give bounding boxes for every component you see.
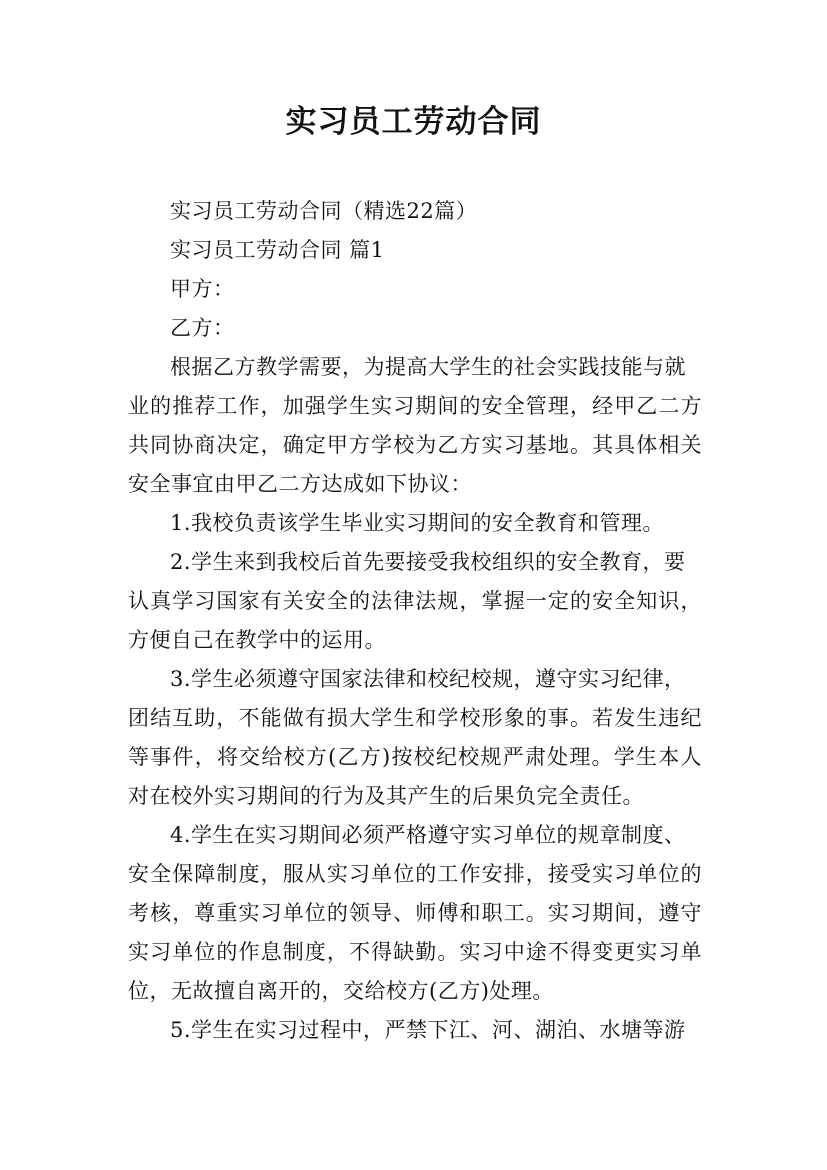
- clause-5-line: 5.学生在实习过程中，严禁下江、河、湖泊、水塘等游: [170, 1018, 686, 1042]
- party-b-label: 乙方：: [170, 316, 235, 340]
- section-heading: 实习员工劳动合同 篇1: [170, 238, 385, 262]
- clause-4-line: 安全保障制度，服从实习单位的工作安排，接受实习单位的: [128, 862, 702, 886]
- clause-4-line: 实习单位的作息制度，不得缺勤。实习中途不得变更实习单: [128, 940, 702, 964]
- paragraph-line: 共同协商决定，确定甲方学校为乙方实习基地。其具体相关: [128, 433, 702, 457]
- clause-4-line: 考核，尊重实习单位的领导、师傅和职工。实习期间，遵守: [128, 901, 702, 925]
- party-a-label: 甲方：: [170, 277, 235, 301]
- clause-1-line: 1.我校负责该学生毕业实习期间的安全教育和管理。: [170, 511, 665, 535]
- clause-3-line: 对在校外实习期间的行为及其产生的后果负完全责任。: [128, 784, 644, 808]
- paragraph-line: 安全事宜由甲乙二方达成如下协议：: [128, 472, 472, 496]
- clause-4-line: 位，无故擅自离开的，交给校方(乙方)处理。: [128, 979, 554, 1003]
- paragraph-line: 根据乙方教学需要，为提高大学生的社会实践技能与就: [170, 355, 686, 379]
- clause-2-line: 认真学习国家有关安全的法律法规，掌握一定的安全知识，: [128, 589, 702, 613]
- document-title: 实习员工劳动合同: [285, 104, 542, 140]
- clause-2-line: 方便自己在教学中的运用。: [128, 628, 386, 652]
- clause-3-line: 3.学生必须遵守国家法律和校纪校规，遵守实习纪律，: [170, 667, 686, 691]
- paragraph-line: 业的推荐工作，加强学生实习期间的安全管理，经甲乙二方: [128, 394, 702, 418]
- clause-3-line: 团结互助，不能做有损大学生和学校形象的事。若发生违纪: [128, 706, 702, 730]
- clause-3-line: 等事件，将交给校方(乙方)按校纪校规严肃处理。学生本人: [128, 745, 702, 769]
- clause-4-line: 4.学生在实习期间必须严格遵守实习单位的规章制度、: [170, 823, 686, 847]
- clause-2-line: 2.学生来到我校后首先要接受我校组织的安全教育，要: [170, 550, 686, 574]
- subtitle-line: 实习员工劳动合同（精选22篇）: [170, 199, 478, 223]
